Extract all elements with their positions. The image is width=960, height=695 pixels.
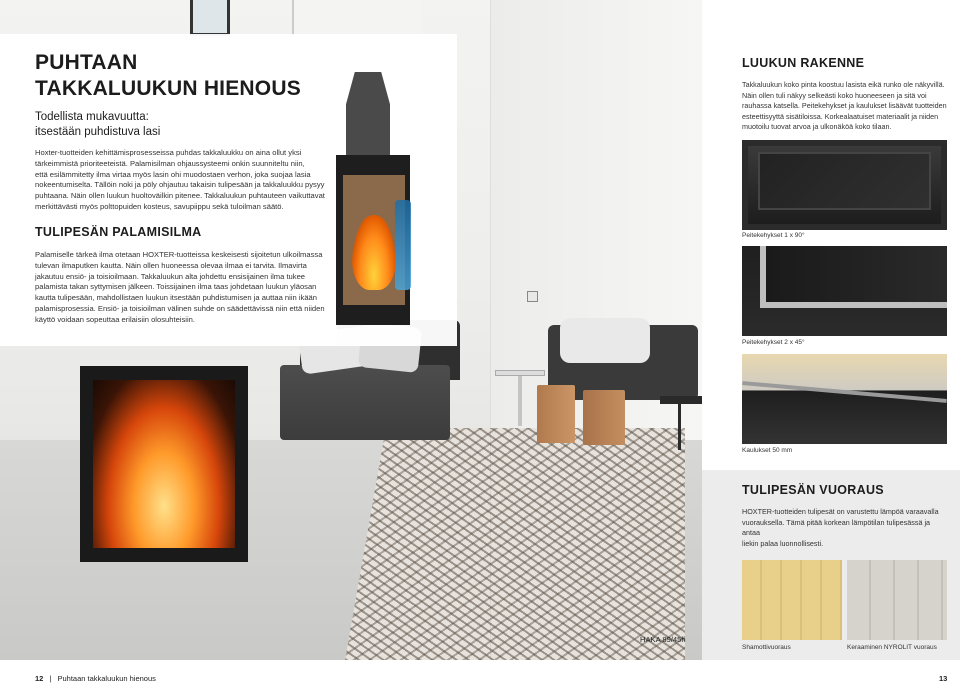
window-opening	[292, 0, 422, 36]
photo-caption: Kaulukset 50 mm	[742, 447, 793, 454]
paragraph-line: tärkeimmistä prioriteeteistä. Palamisilman ohjaussysteemi onkin suunniteltu niin,	[35, 158, 305, 168]
paragraph-line: merkittävästi myös polttopuiden kosteus, savupiippu sekä tuloilman säätö.	[35, 201, 284, 211]
paragraph-line: liekin palaa luonnollisesti.	[742, 538, 824, 548]
paragraph-line: jakautuu ensiö- ja toisioilmaan. Takkaluukun alta johdettu ensisijainen ilma tukee	[35, 271, 306, 281]
right-page	[702, 0, 960, 660]
paragraph-line: esteettisyyttä sisätiloissa. Korkealaatuiset materiaalit ja niiden	[742, 111, 939, 121]
paragraph-line: HOXTER-tuotteiden tulipesät on varustettu lämpöä varaavalla	[742, 507, 939, 516]
section-paragraph	[742, 80, 947, 133]
side-table-leg	[518, 376, 522, 426]
rug	[345, 428, 685, 660]
paragraph-line: muotoilu tuovat arvoa ja ulkonäköä koko tilaan.	[742, 122, 892, 131]
paragraph-line: puhtaana. Näin ollen luukun huoltoväilkin pitenee. Takkaluukun puhtauteen vaikuttavat	[35, 191, 325, 201]
photo-caption: HAKA 89/45h	[640, 635, 686, 644]
wooden-stool	[537, 385, 575, 443]
footer-page-title: Puhtaan takkaluukun hienous	[57, 674, 156, 683]
paragraph-line: että esilämmitetty ilma virtaa myös lasin ohi muodostaen verhon, joka suojaa lasia	[35, 169, 311, 179]
photo-caption: Shamottivuoraus	[742, 644, 791, 651]
section-heading: LUUKUN RAKENNE	[742, 56, 865, 70]
collar-photo	[742, 354, 947, 444]
paragraph-line: palamisprosessia. Ensiö- ja toisioilman välinen suhde on säädettävissä niin että niiden	[35, 303, 325, 313]
subtitle-line: Todellista mukavuutta:	[35, 111, 149, 123]
paragraph-line: vuorauksella. Tämä pitää korkean lämpötilan tulipesässä ja antaa	[742, 517, 931, 537]
paragraph-line: käyttö voidaan sopeuttaa erilaisiin olosuhteisiin.	[35, 314, 195, 324]
intro-paragraph	[35, 148, 335, 213]
ceramic-lining-photo	[847, 560, 947, 640]
subtitle	[35, 110, 235, 139]
fire	[93, 380, 235, 548]
paragraph-line: tulevan ilmaputken kautta. Näin ollen huoneessa olevaa ilmaa ei tarvita. Ilmavirta	[35, 260, 307, 270]
paragraph-line: nokeentumiselta. Tällöin noki ja pöly ohjautuu takaisin tulipesään ja takkaluukku pysyy	[35, 180, 325, 190]
photo-caption: Peitekehykset 1 x 90°	[742, 232, 805, 239]
page-number: 12	[35, 674, 44, 683]
section-paragraph	[35, 250, 335, 326]
sofa	[280, 365, 450, 440]
photo-caption: Keraaminen NYROLIT vuoraus	[847, 644, 937, 651]
section-paragraph	[742, 507, 947, 549]
flame-icon	[352, 215, 396, 290]
footer-left	[35, 674, 156, 683]
paragraph-line: kautta tulipesään, mahdollistaen luukun itsestään puhdistumisen ja auttaa niin ikään	[35, 293, 317, 303]
subtitle-line: itsestään puhdistuva lasi	[35, 125, 161, 138]
stove-chimney	[346, 72, 390, 164]
cushion	[560, 318, 650, 363]
page-number: 13	[939, 674, 948, 683]
paragraph-line: Palamiselle tärkeä ilma otetaan HOXTER-tuotteissa keskeisesti sijoitetun ulkoilmassa	[35, 250, 323, 259]
title-line: TAKKALUUKUN HIENOUS	[35, 77, 301, 100]
footer-separator: |	[49, 674, 52, 683]
paragraph-line: Hoxter-tuotteiden kehittämisprosesseissa puhdas takkaluukku on aina ollut yksi	[35, 148, 302, 157]
photo-detail	[758, 152, 931, 210]
frame-photo	[742, 140, 947, 230]
wooden-stool	[583, 390, 625, 445]
section-heading: TULIPESÄN PALAMISILMA	[35, 225, 202, 239]
airflow-icon	[395, 200, 411, 290]
paragraph-line: Näin ollen tuli näkyy selkeästi koko huoneeseen ja sitä voi	[742, 90, 927, 100]
wall-switch	[527, 291, 538, 302]
photo-detail	[760, 246, 947, 308]
metal-table	[660, 396, 702, 404]
metal-table-leg	[678, 404, 681, 450]
section-heading: TULIPESÄN VUORAUS	[742, 483, 884, 497]
photo-detail	[742, 381, 947, 403]
paragraph-line: rauhassa katsella. Peitekehykset ja kaulukset lisäävät tuotteiden	[742, 101, 947, 110]
photo-caption: Peitekehykset 2 x 45°	[742, 339, 805, 346]
paragraph-line: palamista takan syttymisen jälkeen. Toissijainen ilma taas johdetaan luukun yläosan	[35, 282, 317, 292]
page-fold	[490, 0, 491, 695]
chamotte-lining-photo	[742, 560, 842, 640]
title-line: PUHTAAN	[35, 51, 138, 74]
paragraph-line: Takkaluukun koko pinta koostuu lasista eikä runko ole näkyvillä.	[742, 80, 945, 89]
frame-photo	[742, 246, 947, 336]
page-title	[35, 50, 335, 102]
window	[190, 0, 230, 36]
